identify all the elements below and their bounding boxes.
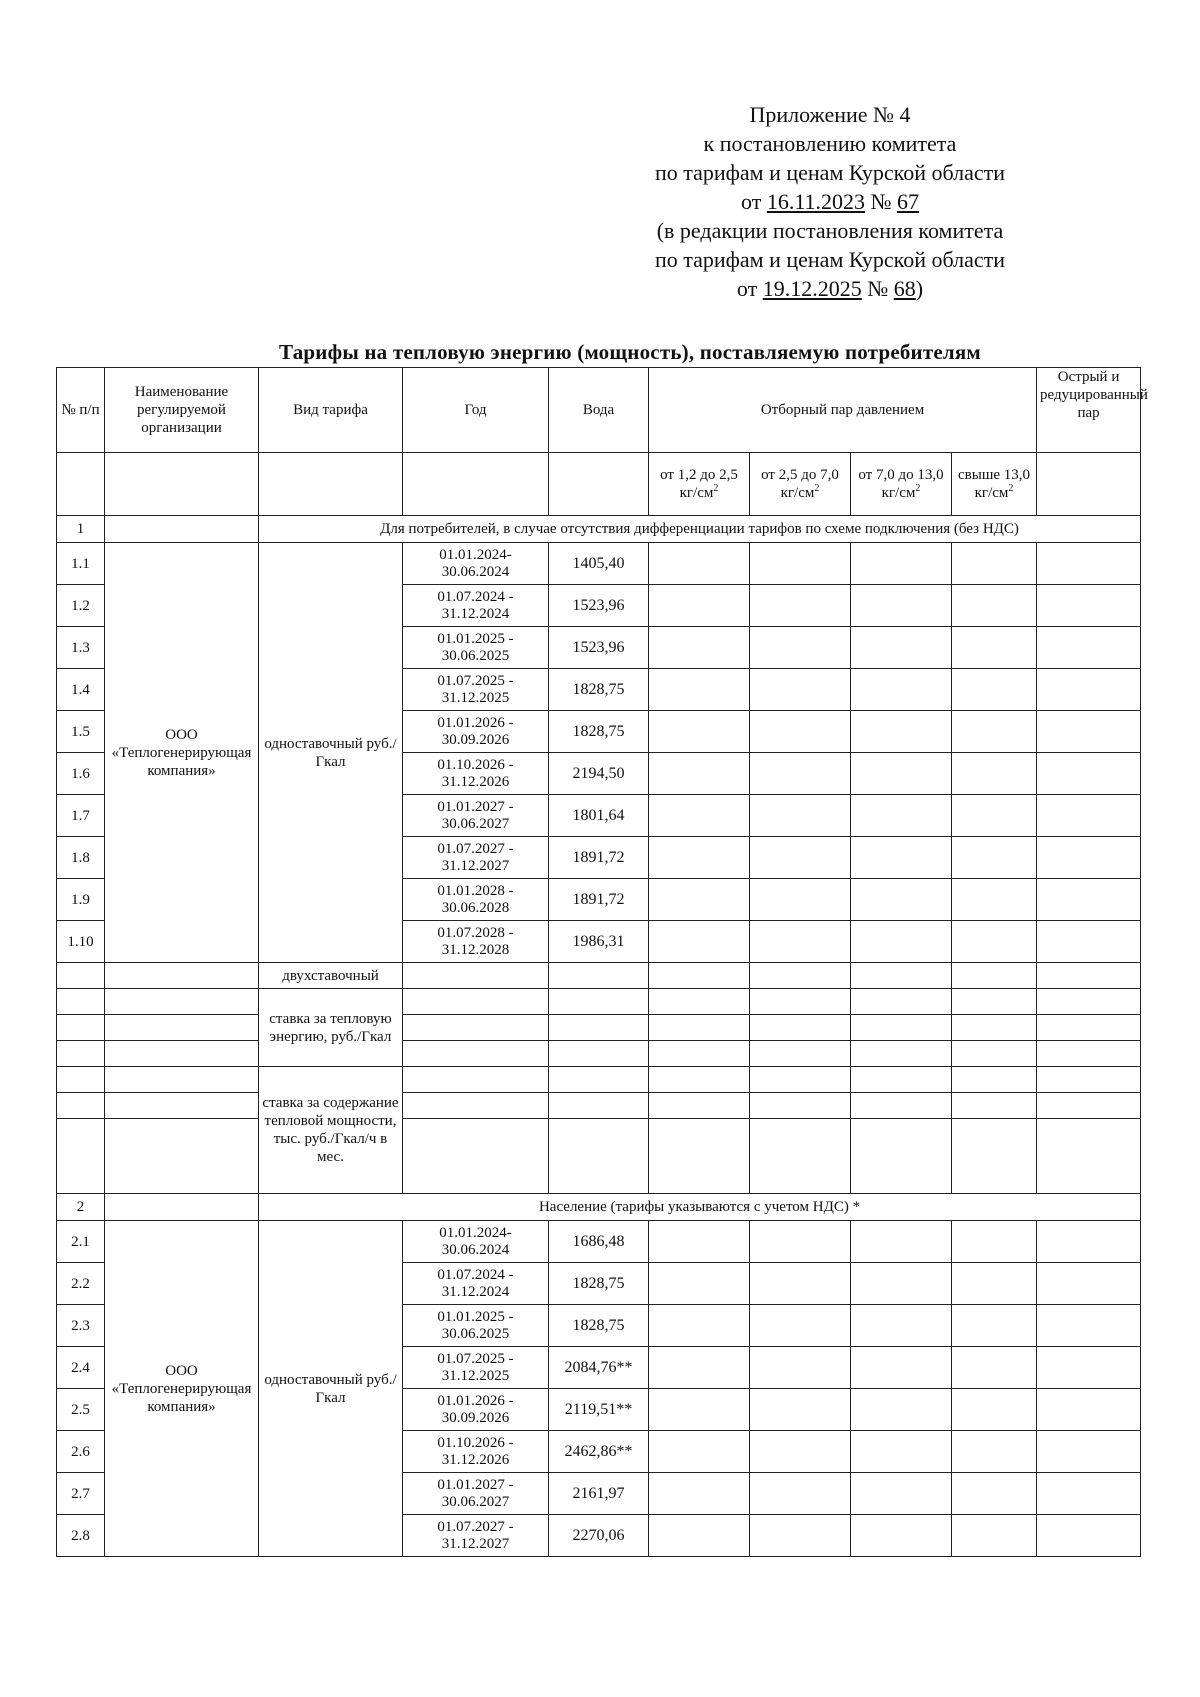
water-tariff: 1523,96 — [549, 627, 649, 669]
row-number: 2.3 — [57, 1305, 105, 1347]
organization-name: ООО «Теплогенерирующая компания» — [105, 1221, 259, 1557]
empty-cell — [649, 1389, 750, 1431]
water-tariff: 1523,96 — [549, 585, 649, 627]
empty-cell — [851, 1263, 952, 1305]
col-water: Вода — [549, 368, 649, 453]
empty-cell — [750, 879, 851, 921]
empty-cell — [851, 711, 952, 753]
capacity-rate-row — [57, 1093, 1141, 1119]
empty-cell — [57, 1093, 105, 1119]
period: 01.07.2025 - 31.12.2025 — [403, 1347, 549, 1389]
empty-cell — [952, 669, 1037, 711]
empty-cell — [851, 1093, 952, 1119]
empty-cell — [403, 963, 549, 989]
empty-cell — [750, 711, 851, 753]
empty-cell — [750, 1305, 851, 1347]
superscript: 2 — [915, 483, 921, 494]
water-tariff: 2119,51** — [549, 1389, 649, 1431]
pressure-3-label: от 7,0 до 13,0 кг/см — [858, 467, 944, 501]
row-number: 1.5 — [57, 711, 105, 753]
empty-cell — [649, 879, 750, 921]
empty-cell — [259, 453, 403, 516]
empty-cell — [851, 1305, 952, 1347]
water-tariff: 2462,86** — [549, 1431, 649, 1473]
empty-cell — [952, 543, 1037, 585]
row-number: 1.1 — [57, 543, 105, 585]
empty-cell — [952, 1041, 1037, 1067]
empty-cell — [403, 1041, 549, 1067]
empty-cell — [649, 1431, 750, 1473]
empty-cell — [851, 837, 952, 879]
empty-cell — [549, 1041, 649, 1067]
table-title: Тарифы на тепловую энергию (мощность), поставляемую потребителям — [279, 340, 981, 364]
empty-cell — [750, 1347, 851, 1389]
water-tariff: 1828,75 — [549, 1305, 649, 1347]
empty-cell — [1037, 837, 1141, 879]
section-1-row — [57, 516, 1141, 543]
empty-cell — [952, 989, 1037, 1015]
empty-cell — [952, 585, 1037, 627]
section-2-label: Население (тарифы указываются с учетом НДС) * — [259, 1194, 1141, 1221]
empty-cell — [403, 1093, 549, 1119]
col-steam: Отборный пар давлением — [649, 368, 1037, 453]
tariff-row — [57, 1221, 1141, 1263]
empty-cell — [952, 795, 1037, 837]
header-line-4 — [560, 187, 1100, 216]
period: 01.07.2025 - 31.12.2025 — [403, 669, 549, 711]
empty-cell — [1037, 1473, 1141, 1515]
empty-cell — [1037, 585, 1141, 627]
header-line-7 — [560, 274, 1100, 303]
empty-cell — [851, 795, 952, 837]
empty-cell — [750, 1041, 851, 1067]
empty-cell — [750, 1093, 851, 1119]
empty-cell — [851, 921, 952, 963]
period: 01.07.2024 - 31.12.2024 — [403, 585, 549, 627]
period: 01.07.2024 - 31.12.2024 — [403, 1263, 549, 1305]
header-line-5: (в редакции постановления комитета — [656, 218, 1004, 243]
empty-cell — [57, 453, 105, 516]
empty-cell — [851, 1347, 952, 1389]
header-from: от — [740, 189, 767, 214]
empty-cell — [851, 989, 952, 1015]
empty-cell — [750, 989, 851, 1015]
empty-cell — [649, 1067, 750, 1093]
superscript: 2 — [713, 483, 719, 494]
empty-cell — [952, 753, 1037, 795]
empty-cell — [750, 753, 851, 795]
pressure-2-label: от 2,5 до 7,0 кг/см — [761, 467, 839, 501]
period: 01.01.2026 - 30.09.2026 — [403, 711, 549, 753]
empty-cell — [750, 921, 851, 963]
period: 01.07.2028 - 31.12.2028 — [403, 921, 549, 963]
superscript: 2 — [1008, 483, 1014, 494]
empty-cell — [952, 1347, 1037, 1389]
appendix-title: Приложение № 4 — [749, 102, 911, 127]
row-number: 2.2 — [57, 1263, 105, 1305]
empty-cell — [57, 989, 105, 1015]
empty-cell — [57, 1041, 105, 1067]
period: 01.07.2027 - 31.12.2027 — [403, 1515, 549, 1557]
header-no: № — [865, 189, 897, 214]
empty-cell — [1037, 1431, 1141, 1473]
empty-cell — [750, 1473, 851, 1515]
water-tariff: 1828,75 — [549, 669, 649, 711]
period: 01.01.2025 - 30.06.2025 — [403, 1305, 549, 1347]
empty-cell — [105, 453, 259, 516]
empty-cell — [105, 963, 259, 989]
empty-cell — [57, 1119, 105, 1194]
period: 01.01.2027 - 30.06.2027 — [403, 795, 549, 837]
empty-cell — [649, 1119, 750, 1194]
empty-cell — [549, 989, 649, 1015]
period: 01.10.2026 - 31.12.2026 — [403, 1431, 549, 1473]
row-number: 1.6 — [57, 753, 105, 795]
row-number: 2.4 — [57, 1347, 105, 1389]
empty-cell — [649, 1515, 750, 1557]
water-tariff: 1828,75 — [549, 1263, 649, 1305]
decree-number: 67 — [897, 189, 919, 214]
amend-number: 68 — [893, 276, 916, 301]
empty-cell — [649, 963, 750, 989]
empty-cell — [750, 543, 851, 585]
water-tariff: 2084,76** — [549, 1347, 649, 1389]
empty-cell — [649, 1041, 750, 1067]
empty-cell — [649, 1473, 750, 1515]
period: 01.01.2025 - 30.06.2025 — [403, 627, 549, 669]
empty-cell — [750, 1389, 851, 1431]
empty-cell — [750, 669, 851, 711]
two-part-row — [57, 963, 1141, 989]
water-tariff: 1828,75 — [549, 711, 649, 753]
empty-cell — [952, 1119, 1037, 1194]
empty-cell — [952, 921, 1037, 963]
energy-rate-label: ставка за тепловую энергию, руб./Гкал — [259, 989, 403, 1067]
empty-cell — [649, 1347, 750, 1389]
water-tariff: 2161,97 — [549, 1473, 649, 1515]
col-pressure-4 — [952, 453, 1037, 516]
empty-cell — [1037, 989, 1141, 1015]
empty-cell — [105, 1041, 259, 1067]
empty-cell — [952, 711, 1037, 753]
row-number: 1.10 — [57, 921, 105, 963]
empty-cell — [1037, 1067, 1141, 1093]
empty-cell — [57, 1067, 105, 1093]
empty-cell — [851, 1119, 952, 1194]
decree-date: 16.11.2023 — [766, 189, 865, 214]
empty-cell — [105, 1067, 259, 1093]
row-number: 2.7 — [57, 1473, 105, 1515]
empty-cell — [649, 711, 750, 753]
empty-cell — [1037, 1263, 1141, 1305]
empty-cell — [750, 585, 851, 627]
period: 01.01.2026 - 30.09.2026 — [403, 1389, 549, 1431]
header-close: ) — [915, 276, 924, 301]
empty-cell — [952, 1473, 1037, 1515]
empty-cell — [649, 543, 750, 585]
empty-cell — [952, 1515, 1037, 1557]
section-2-row — [57, 1194, 1141, 1221]
empty-cell — [105, 1093, 259, 1119]
empty-cell — [1037, 1093, 1141, 1119]
empty-cell — [1037, 879, 1141, 921]
empty-cell — [952, 963, 1037, 989]
row-number: 1.4 — [57, 669, 105, 711]
empty-cell — [549, 1015, 649, 1041]
col-sharp-steam: Острый и редуцированный пар — [1037, 368, 1141, 453]
empty-cell — [750, 1431, 851, 1473]
empty-cell — [1037, 1015, 1141, 1041]
empty-cell — [952, 1093, 1037, 1119]
energy-rate-row — [57, 989, 1141, 1015]
energy-rate-row — [57, 1015, 1141, 1041]
row-number: 1.7 — [57, 795, 105, 837]
row-number: 1.2 — [57, 585, 105, 627]
empty-cell — [952, 1221, 1037, 1263]
period: 01.01.2028 - 30.06.2028 — [403, 879, 549, 921]
empty-cell — [549, 1067, 649, 1093]
tariff-table — [56, 367, 1148, 1557]
empty-cell — [851, 879, 952, 921]
empty-cell — [649, 989, 750, 1015]
empty-cell — [952, 1067, 1037, 1093]
energy-rate-row — [57, 1041, 1141, 1067]
empty-cell — [649, 753, 750, 795]
row-number: 2.5 — [57, 1389, 105, 1431]
section-1-label: Для потребителей, в случае отсутствия дифференциации тарифов по схеме подключения (без НДС) — [259, 516, 1141, 543]
empty-cell — [750, 837, 851, 879]
empty-cell — [1037, 711, 1141, 753]
period: 01.01.2024- 30.06.2024 — [403, 543, 549, 585]
empty-cell — [57, 963, 105, 989]
col-pressure-2 — [750, 453, 851, 516]
water-tariff: 1686,48 — [549, 1221, 649, 1263]
empty-cell — [750, 1221, 851, 1263]
pressure-1-label: от 1,2 до 2,5 кг/см — [660, 467, 738, 501]
empty-cell — [649, 1093, 750, 1119]
header-row — [57, 368, 1141, 453]
empty-cell — [1037, 669, 1141, 711]
empty-cell — [649, 1305, 750, 1347]
water-tariff: 1891,72 — [549, 879, 649, 921]
empty-cell — [952, 1431, 1037, 1473]
tariff-type: одноставочный руб./Гкал — [259, 543, 403, 963]
header-line-6: по тарифам и ценам Курской области — [654, 247, 1006, 272]
empty-cell — [649, 585, 750, 627]
capacity-rate-row — [57, 1119, 1141, 1194]
empty-cell — [649, 837, 750, 879]
empty-cell — [952, 1015, 1037, 1041]
empty-cell — [1037, 1389, 1141, 1431]
empty-cell — [1037, 795, 1141, 837]
empty-cell — [851, 1041, 952, 1067]
empty-cell — [750, 1263, 851, 1305]
empty-cell — [750, 795, 851, 837]
empty-cell — [1037, 753, 1141, 795]
section-1-num: 1 — [57, 516, 105, 543]
row-number: 2.1 — [57, 1221, 105, 1263]
empty-cell — [1037, 963, 1141, 989]
empty-cell — [549, 453, 649, 516]
empty-cell — [403, 1119, 549, 1194]
period: 01.01.2027 - 30.06.2027 — [403, 1473, 549, 1515]
empty-cell — [952, 837, 1037, 879]
row-number: 1.9 — [57, 879, 105, 921]
row-number: 1.8 — [57, 837, 105, 879]
empty-cell — [952, 1263, 1037, 1305]
water-tariff: 1405,40 — [549, 543, 649, 585]
col-org: Наименование регулируемой организации — [105, 368, 259, 453]
pressure-4-label: свыше 13,0 кг/см — [958, 467, 1031, 501]
empty-cell — [649, 1221, 750, 1263]
col-pressure-1 — [649, 453, 750, 516]
empty-cell — [403, 1015, 549, 1041]
empty-cell — [1037, 1119, 1141, 1194]
empty-cell — [851, 585, 952, 627]
subheader-row — [57, 453, 1141, 516]
empty-cell — [105, 516, 259, 543]
superscript: 2 — [814, 483, 820, 494]
two-part-label: двухставочный — [259, 963, 403, 989]
document-header — [560, 100, 1100, 303]
empty-cell — [851, 1015, 952, 1041]
empty-cell — [105, 989, 259, 1015]
water-tariff: 1891,72 — [549, 837, 649, 879]
capacity-rate-row — [57, 1067, 1141, 1093]
row-number: 2.8 — [57, 1515, 105, 1557]
empty-cell — [851, 1431, 952, 1473]
empty-cell — [105, 1119, 259, 1194]
col-tariff: Вид тарифа — [259, 368, 403, 453]
water-tariff: 1801,64 — [549, 795, 649, 837]
empty-cell — [649, 669, 750, 711]
empty-cell — [750, 1015, 851, 1041]
col-num: № п/п — [57, 368, 105, 453]
empty-cell — [403, 453, 549, 516]
tariff-type: одноставочный руб./Гкал — [259, 1221, 403, 1557]
empty-cell — [851, 669, 952, 711]
empty-cell — [952, 1389, 1037, 1431]
empty-cell — [57, 1015, 105, 1041]
period: 01.07.2027 - 31.12.2027 — [403, 837, 549, 879]
empty-cell — [649, 627, 750, 669]
empty-cell — [851, 1515, 952, 1557]
empty-cell — [1037, 1221, 1141, 1263]
empty-cell — [1037, 627, 1141, 669]
empty-cell — [1037, 1041, 1141, 1067]
header-line-3: по тарифам и ценам Курской области — [654, 160, 1006, 185]
header-from-2: от — [736, 276, 763, 301]
col-pressure-3 — [851, 453, 952, 516]
empty-cell — [750, 963, 851, 989]
empty-cell — [952, 627, 1037, 669]
empty-cell — [403, 989, 549, 1015]
row-number: 2.6 — [57, 1431, 105, 1473]
empty-cell — [851, 1067, 952, 1093]
col-year: Год — [403, 368, 549, 453]
empty-cell — [549, 1119, 649, 1194]
empty-cell — [750, 1119, 851, 1194]
empty-cell — [851, 543, 952, 585]
tariff-row — [57, 543, 1141, 585]
header-line-2: к постановлению комитета — [703, 131, 957, 156]
empty-cell — [851, 1221, 952, 1263]
empty-cell — [549, 1093, 649, 1119]
organization-name: ООО «Теплогенерирующая компания» — [105, 543, 259, 963]
period: 01.10.2026 - 31.12.2026 — [403, 753, 549, 795]
empty-cell — [851, 1389, 952, 1431]
empty-cell — [1037, 1515, 1141, 1557]
empty-cell — [952, 1305, 1037, 1347]
empty-cell — [750, 1067, 851, 1093]
empty-cell — [105, 1194, 259, 1221]
empty-cell — [649, 795, 750, 837]
empty-cell — [750, 1515, 851, 1557]
amend-date: 19.12.2025 — [762, 276, 862, 301]
empty-cell — [851, 753, 952, 795]
water-tariff: 2270,06 — [549, 1515, 649, 1557]
empty-cell — [1037, 921, 1141, 963]
empty-cell — [649, 1015, 750, 1041]
empty-cell — [105, 1015, 259, 1041]
empty-cell — [549, 963, 649, 989]
empty-cell — [851, 963, 952, 989]
header-no-2: № — [861, 276, 894, 301]
empty-cell — [1037, 453, 1141, 516]
empty-cell — [403, 1067, 549, 1093]
empty-cell — [851, 1473, 952, 1515]
capacity-rate-label: ставка за содержание тепловой мощности, тыс. руб./Гкал/ч в мес. — [259, 1067, 403, 1194]
period: 01.01.2024- 30.06.2024 — [403, 1221, 549, 1263]
empty-cell — [1037, 1305, 1141, 1347]
section-2-num: 2 — [57, 1194, 105, 1221]
empty-cell — [649, 1263, 750, 1305]
empty-cell — [750, 627, 851, 669]
empty-cell — [1037, 1347, 1141, 1389]
row-number: 1.3 — [57, 627, 105, 669]
water-tariff: 2194,50 — [549, 753, 649, 795]
water-tariff: 1986,31 — [549, 921, 649, 963]
empty-cell — [649, 921, 750, 963]
empty-cell — [952, 879, 1037, 921]
empty-cell — [851, 627, 952, 669]
empty-cell — [1037, 543, 1141, 585]
